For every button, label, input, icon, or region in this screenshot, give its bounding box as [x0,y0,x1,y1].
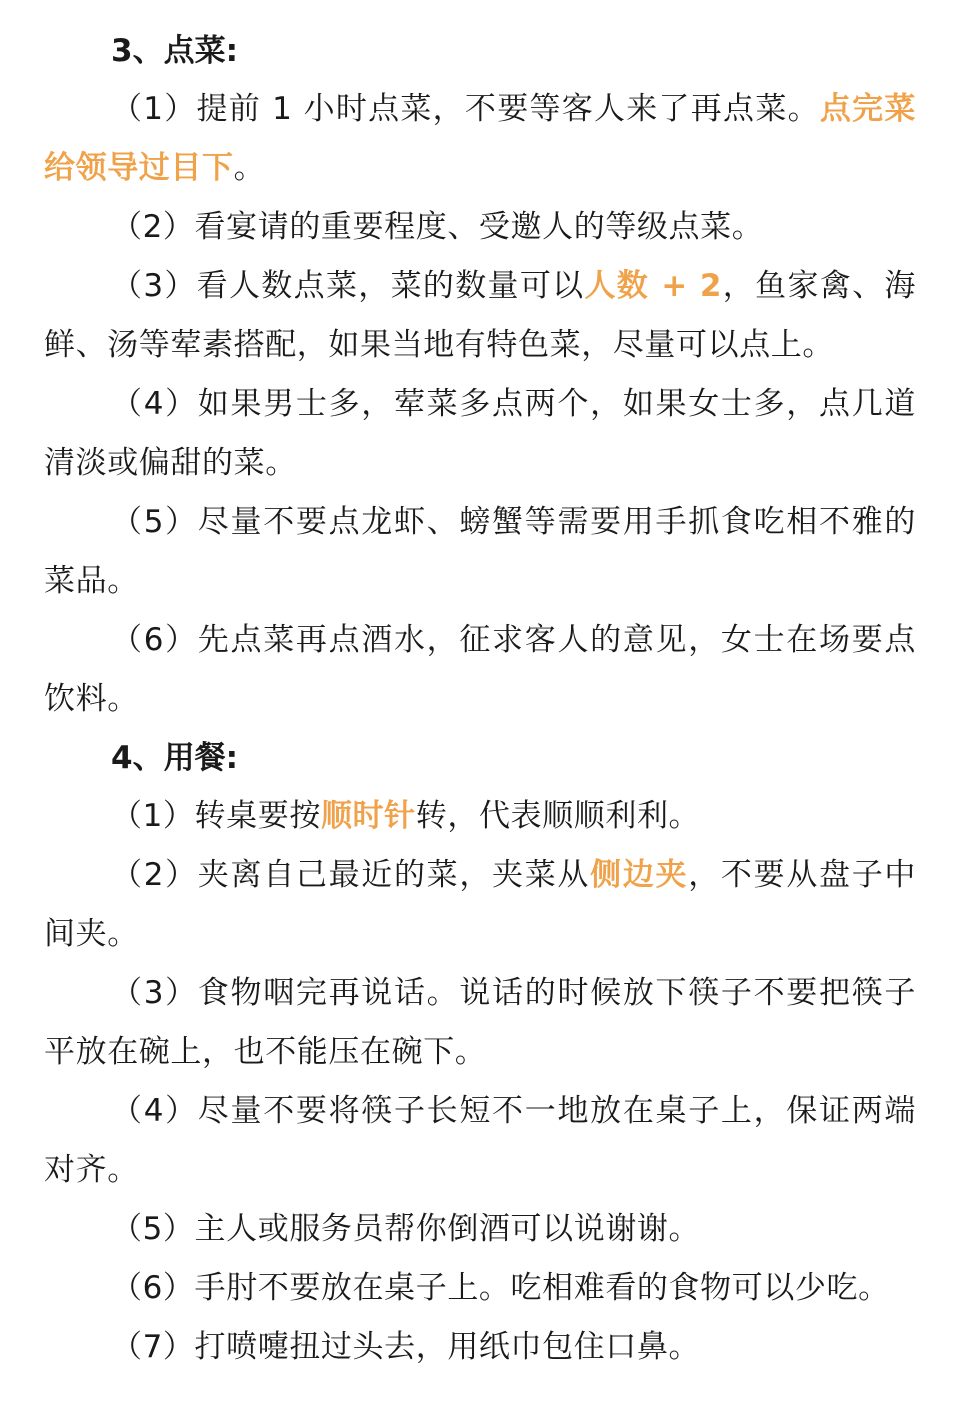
paragraph-text-end: 转，代表顺顺利利。 [415,798,701,834]
paragraph-text: （4）如果男士多，荤菜多点两个，如果女士多，点几道清淡或偏甜的菜。 [44,386,916,481]
paragraph-ordering-2 [44,198,916,257]
paragraph-dining-2 [44,846,916,964]
paragraph-text: （6）手肘不要放在桌子上。吃相难看的食物可以少吃。 [111,1270,890,1306]
section-title-ordering: 3、点菜: [111,33,238,69]
paragraph-dining-7 [44,1318,916,1377]
paragraph-ordering-5 [44,493,916,611]
paragraph-text-end: 。 [233,150,266,186]
paragraph-text: （4）尽量不要将筷子长短不一地放在桌子上，保证两端对齐。 [44,1093,916,1188]
section-title-dining: 4、用餐: [111,740,238,776]
paragraph-ordering-3 [44,257,916,375]
paragraph-ordering-1 [44,80,916,198]
paragraph-text: （2）看宴请的重要程度、受邀人的等级点菜。 [111,209,764,245]
paragraph-text: （2）夹离自己最近的菜，夹菜从 [111,857,591,893]
paragraph-text: （5）尽量不要点龙虾、螃蟹等需要用手抓食吃相不雅的菜品。 [44,504,916,599]
paragraph-dining-1 [44,787,916,846]
paragraph-text: （3）看人数点菜，菜的数量可以 [111,268,585,304]
highlight-text: 人数 + 2 [584,268,723,304]
paragraph-dining-4 [44,1082,916,1200]
paragraph-dining-5 [44,1200,916,1259]
highlight-text: 侧边夹 [590,857,689,893]
paragraph-text: （1）提前 1 小时点菜，不要等客人来了再点菜。 [111,91,820,127]
section-dining [44,729,916,1377]
paragraph-ordering-6 [44,611,916,729]
highlight-text: 顺时针 [320,798,416,834]
paragraph-ordering-4 [44,375,916,493]
highlight-text: 点完菜给领导过目下 [44,91,916,186]
paragraph-dining-3 [44,964,916,1082]
paragraph-text: （7）打喷嚏扭过头去，用纸巾包住口鼻。 [111,1329,701,1365]
paragraph-text-end: ，不要从盘子中间夹。 [44,857,916,952]
paragraph-text: （6）先点菜再点酒水，征求客人的意见，女士在场要点饮料。 [44,622,916,717]
paragraph-text: （5）主人或服务员帮你倒酒可以说谢谢。 [111,1211,701,1247]
paragraph-text: （3）食物咽完再说话。说话的时候放下筷子不要把筷子平放在碗上，也不能压在碗下。 [44,975,916,1070]
paragraph-text-end: ，鱼家禽、海鲜、汤等荤素搭配，如果当地有特色菜，尽量可以点上。 [44,268,916,363]
paragraph-dining-6 [44,1259,916,1318]
section-ordering [44,22,916,729]
paragraph-text: （1）转桌要按 [111,798,321,834]
